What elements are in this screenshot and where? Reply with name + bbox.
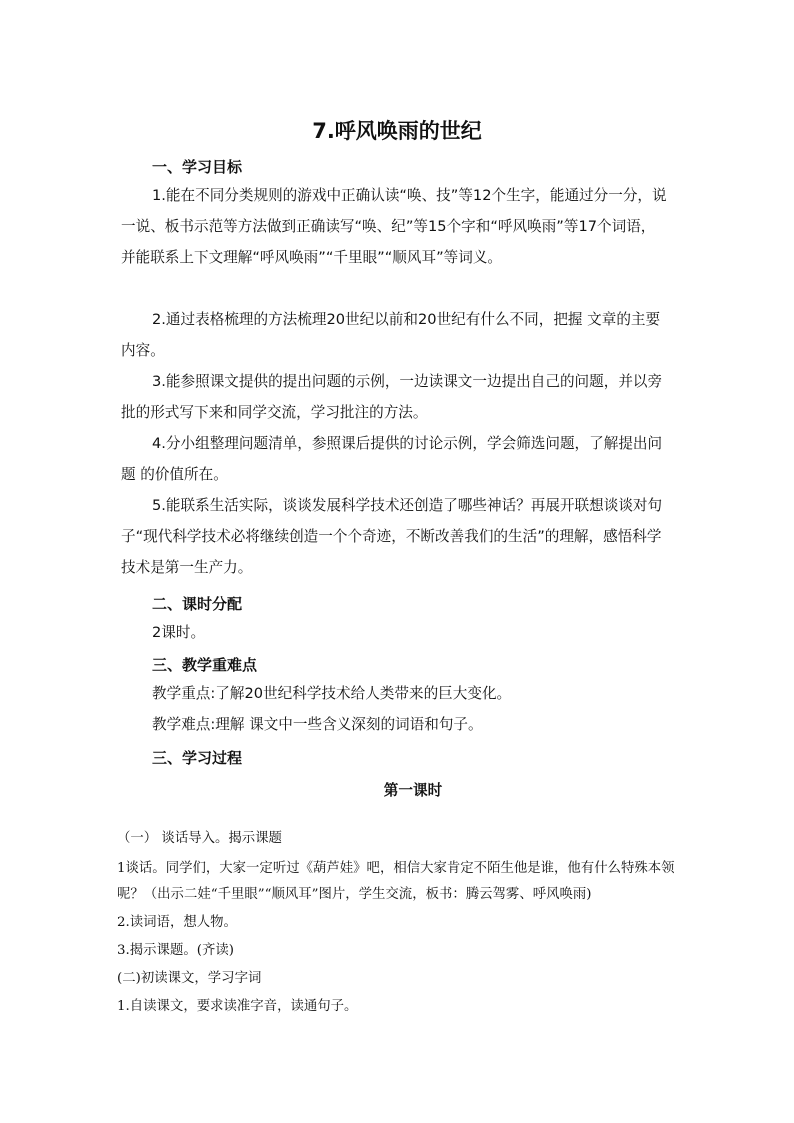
goal-paragraph-5: 5.能联系生活实际，谈谈发展科学技术还创造了哪些神话？再展开联想谈谈对句子“现代科学技术必将继续创造一个个奇迹，不断改善我们的生活”的理解，感悟科学技术是第一生产力。 (121, 497, 663, 576)
goal-paragraph-2: 2.通过表格梳理的方法梳理20世纪以前和20世纪有什么不同，把握 文章的主要内容。 (121, 311, 661, 359)
step-item-2: 2.读词语，想人物。 (117, 915, 237, 930)
goal-paragraph-1: 1.能在不同分类规则的游戏中正确认读“唤、技”等12个生字，能通过分一分，说一说、板书示范等方法做到正确读写“唤、纪”等15个字和“呼风唤雨”等17个词语，并能联系上下文理解“呼风唤雨”“千里眼”“顺风耳”等词义。 (121, 187, 667, 266)
key-point-text: 教学重点:了解20世纪科学技术给人类带来的巨大变化。 (152, 685, 512, 702)
step-heading-1: （一） 谈话导入。揭示课题 (117, 831, 282, 846)
goal-paragraph-3: 3.能参照课文提供的提出问题的示例，一边读课文一边提出自己的问题，并以旁批的形式写下来和同学交流，学习批注的方法。 (121, 373, 663, 421)
step-item-1: 1谈话。同学们，大家一定听过《葫芦娃》吧，相信大家肯定不陌生他是谁，他有什么特殊本领呢？（出示二娃“千里眼”“顺风耳”图片，学生交流，板书：腾云驾雾、呼风唤雨) (117, 861, 675, 902)
step-item-3: 3.揭示课题。(齐读) (117, 943, 234, 958)
step-heading-2: (二)初读课文，学习字词 (117, 971, 262, 986)
page-title: 7.呼风唤雨的世纪 (312, 119, 482, 143)
lesson-title: 第一课时 (383, 782, 443, 799)
goal-paragraph-4: 4.分小组整理问题清单，参照课后提供的讨论示例，学会筛选问题，了解提出问题 的价值所在。 (121, 435, 663, 483)
difficult-point-text: 教学难点:理解 课文中一些含义深刻的词语和句子。 (152, 716, 483, 733)
section-heading-key-points: 三、教学重难点 (152, 656, 258, 674)
section-heading-process: 三、学习过程 (152, 749, 243, 767)
step-item-4: 1.自读课文，要求读准字音，读通句子。 (117, 999, 358, 1014)
period-text: 2课时。 (152, 624, 206, 641)
section-heading-period: 二、课时分配 (152, 595, 243, 613)
section-heading-goals: 一、学习目标 (152, 158, 243, 176)
